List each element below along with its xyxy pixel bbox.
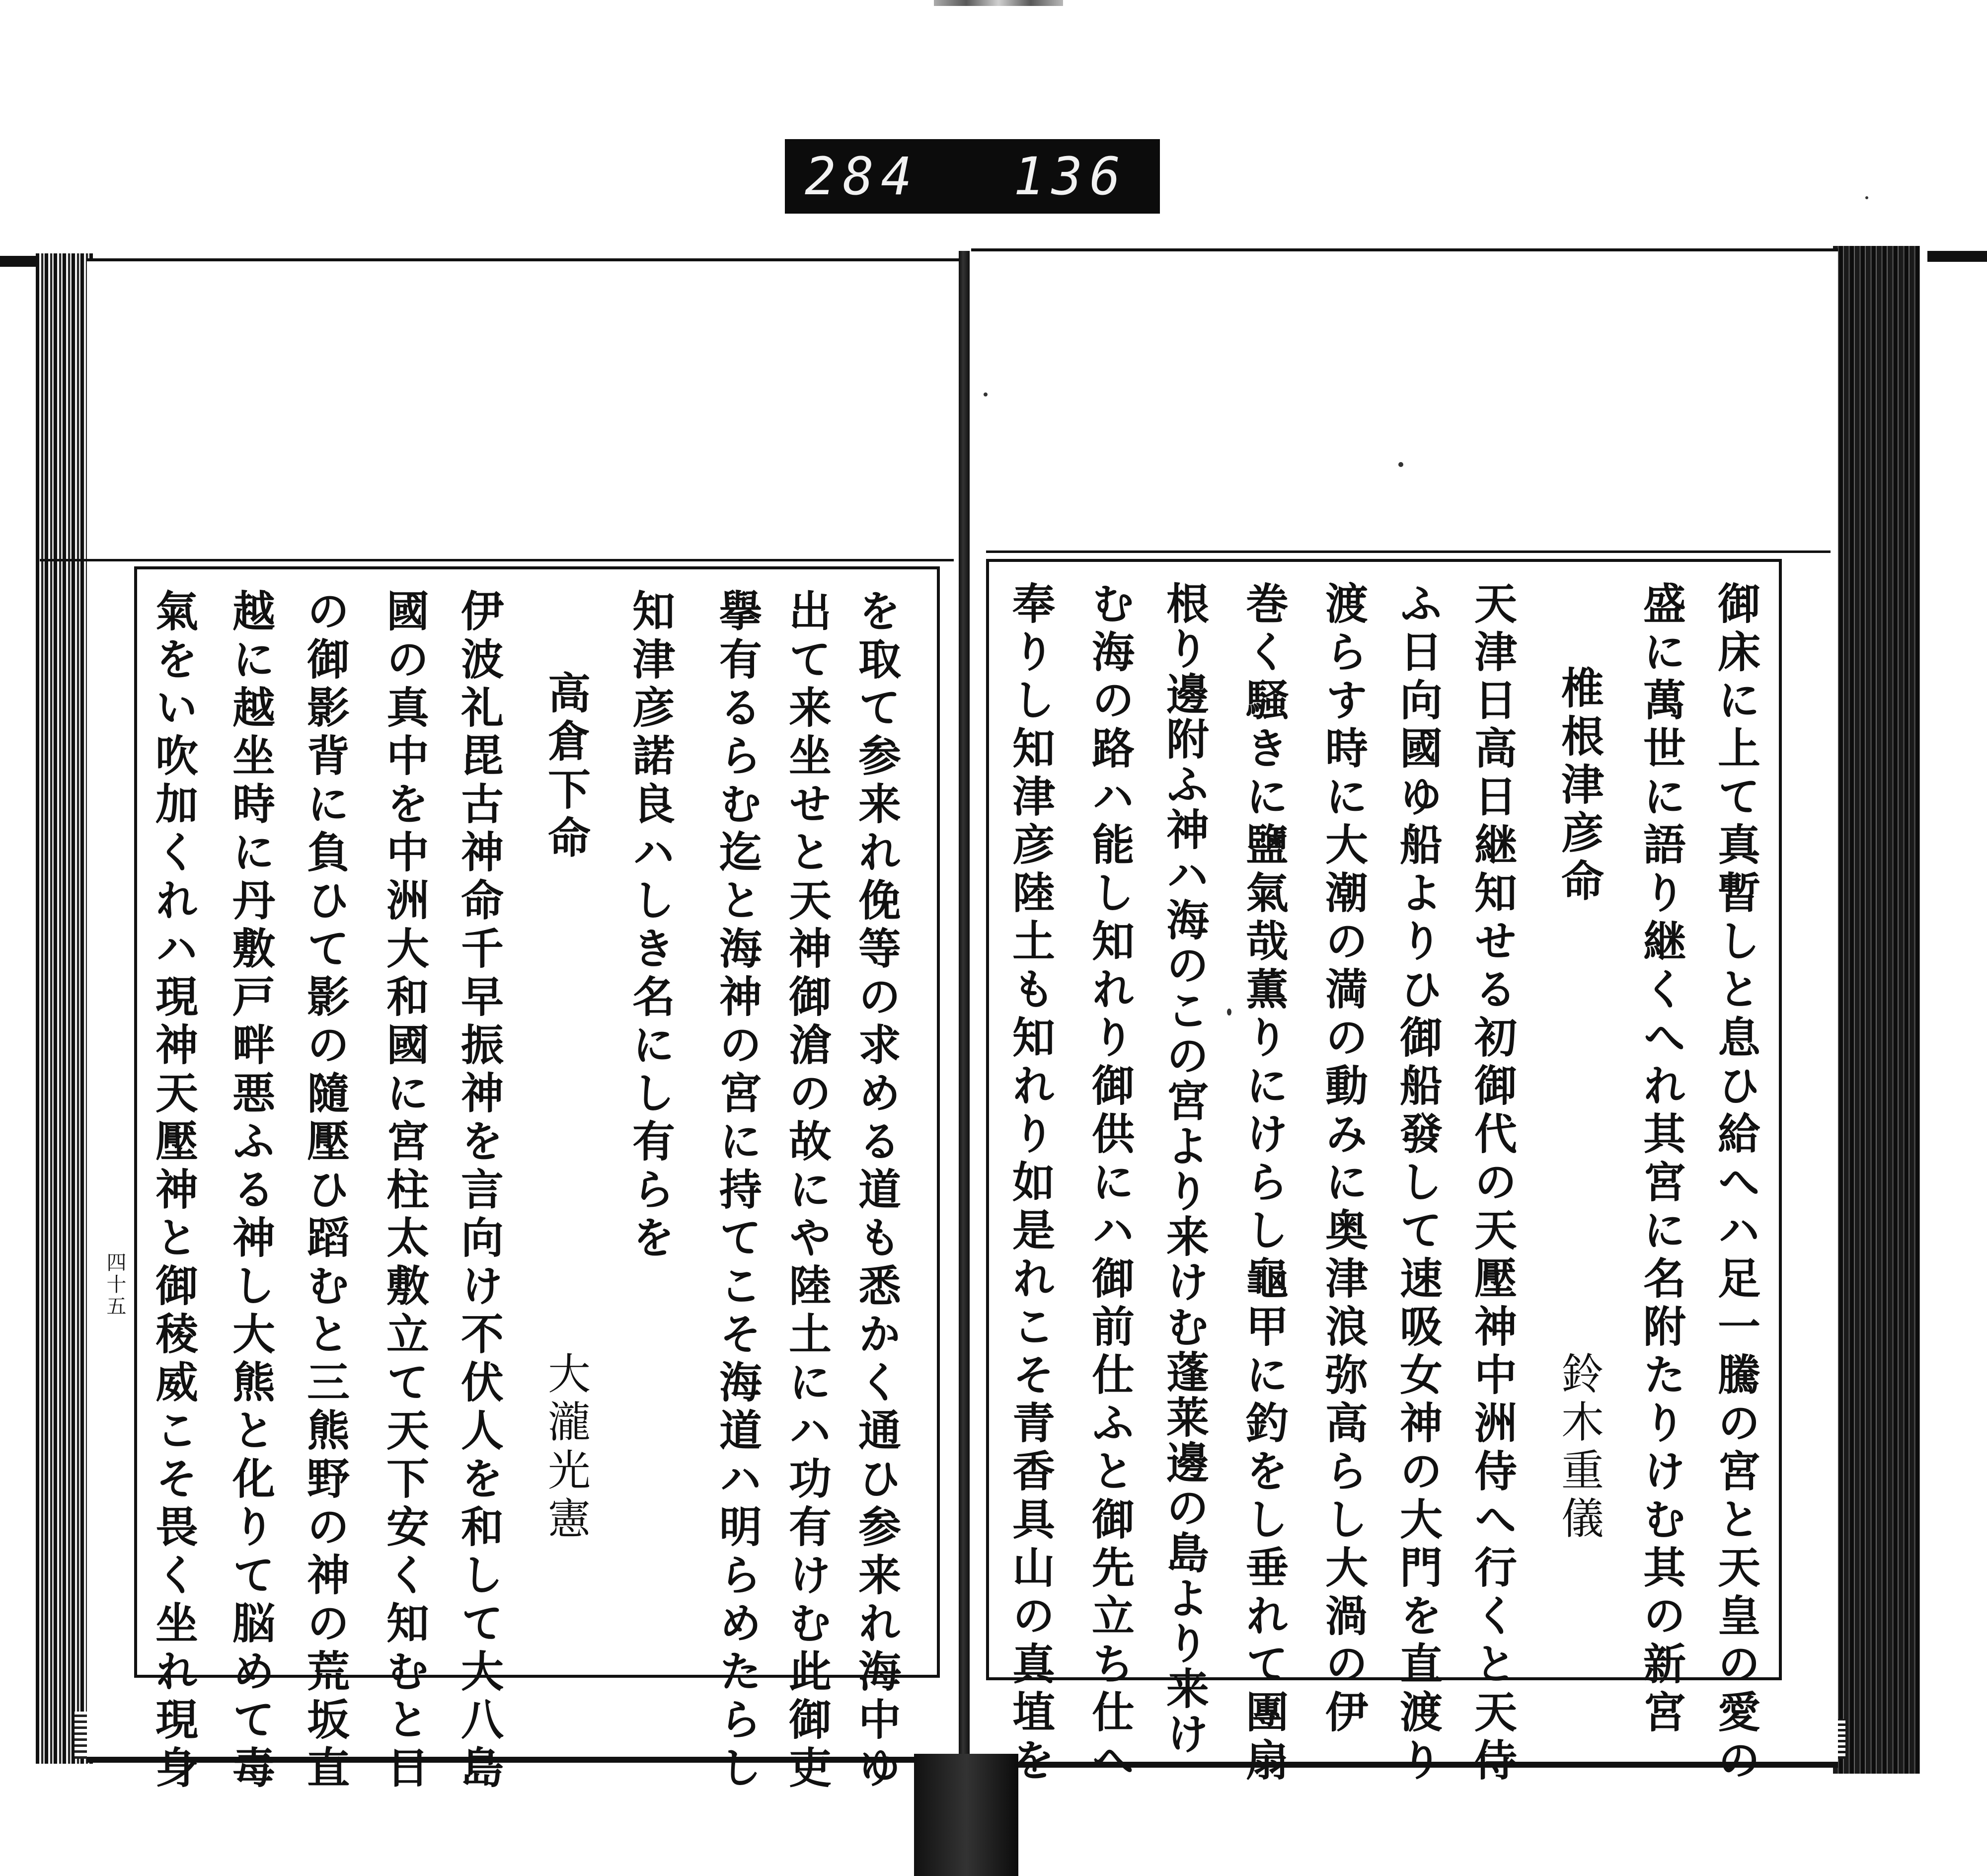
left-column-9: の御影背に負ひて影の隨壓ひ蹈むと三熊野の神の荒坂直 bbox=[300, 589, 350, 1794]
right-author: 鈴木重儀 bbox=[1554, 1351, 1604, 1544]
book-gutter bbox=[959, 251, 970, 1761]
spine-tab bbox=[914, 1754, 1018, 1876]
counter-number: 136 bbox=[1013, 146, 1128, 207]
right-column-2: 盛に萬世に語り継くへれ其宮に名附たりけむ其の新宮 bbox=[1636, 581, 1686, 1738]
left-column-10: 越に越坐時に丹敷戸畔悪ふる神し大熊と化りて脳めて毒 bbox=[225, 589, 275, 1794]
top-smudge bbox=[934, 0, 1063, 6]
right-column-11: 奉りし知津彦陸土も知れり如是れこそ青香具山の真埴を bbox=[1005, 581, 1055, 1786]
left-column-11: 氣をい吹加くれハ現神天壓神と御稜威こそ畏く坐れ現身 bbox=[148, 589, 198, 1794]
left-frame-rule bbox=[40, 559, 954, 561]
right-column-1: 御床に上て真暫しと息ひ給へハ足一騰の宮と天皇の愛の bbox=[1710, 581, 1760, 1786]
book-left-edge bbox=[36, 253, 93, 1764]
film-frame-counter bbox=[785, 139, 1160, 214]
right-column-10: む海の路ハ能し知れり御供にハ御前仕ふと御先立ち仕へ bbox=[1084, 581, 1135, 1786]
frame-number: 284 bbox=[805, 146, 919, 207]
scan-speck bbox=[1398, 462, 1403, 467]
right-frame-rule bbox=[986, 550, 1831, 553]
left-column-2: 出て来坐せと天神御滄の故にや陸土にハ功有けむ此御吏 bbox=[781, 589, 832, 1794]
right-column-9: 根り邊附ふ神ハ海のこの宮より来けむ蓬莱邊の島より来け bbox=[1159, 581, 1209, 1757]
scan-speck bbox=[1865, 196, 1868, 199]
page-number: 四十五 bbox=[103, 1252, 126, 1318]
right-column-6: ふ日向國ゆ船よりひ御船發して速吸女神の大門を直渡り bbox=[1392, 581, 1443, 1786]
book-right-edge bbox=[1833, 246, 1920, 1774]
left-column-4: 知津彦諾良ハしき名にし有らを bbox=[625, 589, 675, 1263]
left-column-8: 國の真中を中洲大和國に宮柱太敷立て天下安く知むと日 bbox=[379, 589, 429, 1794]
scan-speck bbox=[1227, 1009, 1231, 1016]
right-column-8: 巻く騒きに鹽氣哉薫りにけらし龜甲に釣をし垂れて團扇 bbox=[1238, 581, 1289, 1786]
scan-speck bbox=[984, 392, 988, 396]
left-author: 大瀧光憲 bbox=[540, 1351, 590, 1544]
right-column-7: 渡らす時に大潮の満の動みに奥津浪弥高らし大渦の伊 bbox=[1318, 581, 1368, 1738]
left-section-title: 高倉下命 bbox=[540, 671, 591, 863]
right-column-5: 天津日高日継知せる初御代の天壓神中洲侍へ行くと天侍 bbox=[1467, 581, 1517, 1786]
left-column-1: を取て参来れ俛等の求める道も悉かく通ひ参来れ海中ゆ bbox=[851, 589, 901, 1794]
left-column-3: 擧有るらむ迄と海神の宮に持てこそ海道ハ明らめたらし bbox=[712, 589, 762, 1794]
right-section-title: 椎根津彦命 bbox=[1554, 666, 1604, 907]
scan-bar-right bbox=[1927, 251, 1987, 262]
left-column-7: 伊波礼毘古神命千早振神を言向け不伏人を和して大八島 bbox=[454, 589, 504, 1794]
